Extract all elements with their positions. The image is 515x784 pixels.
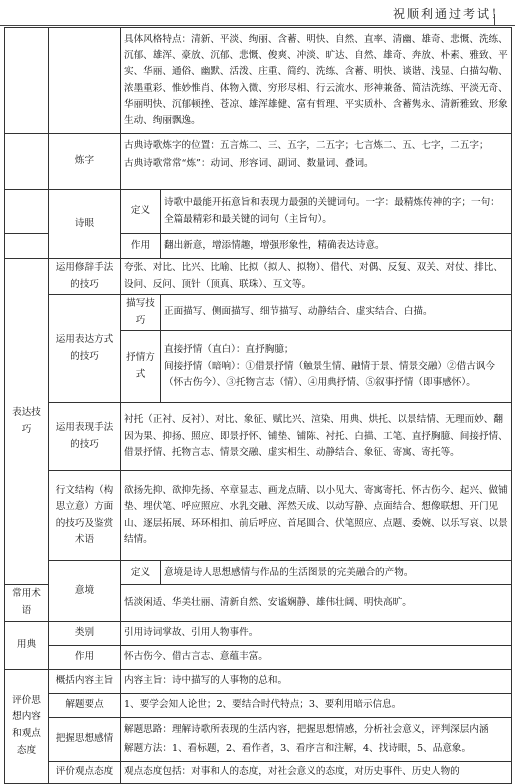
table-row [5,259,512,295]
lianzi-section-cell [5,134,49,190]
yijing-def-text: 意境是诗人思想感情与作品的生活图景的完美融合的产物。 [161,561,512,585]
table-row [5,28,512,134]
lianzi-label: 炼字 [49,134,121,190]
yongdian-label: 用典 [5,621,49,669]
pingjia-label: 评价思想内容和观点态度 [5,669,49,783]
style-subsection-cell [49,28,121,134]
grasp-idea-text: 解题思路：理解诗歌所表现的生活内容，把握思想情感，分析社会意义，评判深层内涵 [124,724,489,736]
header-wish: 祝顺利通过考试！ [392,7,505,21]
miaoxie-label: 描写技巧 [121,295,161,331]
points-label: 解题要点 [49,693,121,717]
shiyan-section-cell [5,190,49,234]
shiyan-def-text: 诗歌中最能开拓意旨和表现力最强的关键词句。一字：最精炼传神的字；一句：全篇最精彩和最关键的词句（主旨句）。 [161,190,512,234]
structure-text: 欲扬先抑、欲抑先扬、卒章显志、画龙点睛、以小见大、寄寓寄托、怀古伤今、起兴、做铺垫、埋伏笔、呼应照应、水乳交融、浑然天成、以动写静、点面结合、想像联想、开门见山、逐层拓展、环环相扣、前后呼应、首尾圆合、伏笔照应、点题、委婉、以乐写哀、以景结情。 [121,471,512,561]
shuqing-content [161,331,512,403]
yongdian-type-label: 类别 [49,621,121,645]
shuqing-label: 抒情方式 [121,331,161,403]
table-row [5,761,512,783]
shiyan-section-cell-2 [5,234,49,259]
table-row [5,295,512,331]
table-row [5,190,512,234]
shiyan-def-label: 定义 [121,190,161,234]
grasp-label: 把握思想感情 [49,717,121,761]
grasp-content [121,717,512,761]
expression-label: 运用表达方式的技巧 [49,295,121,403]
view-text: 观点态度包括：对事和人的态度，对社会意义的态度，对历史事件、历史人物的 [121,761,512,783]
table-row [5,471,512,561]
shuqing-direct-text: 直接抒情（直白）：直抒胸臆； [164,343,294,355]
points-text: 1、要学会知人论世；2、要结合时代特点；3、要利用暗示信息。 [121,693,512,717]
table-row [5,621,512,645]
style-features-text: 具体风格特点：清新、平淡、绚丽、含蓄、明快、自然、直率、清幽、雄奇、悲慨、洗练、沉郁、雄浑、豪放、沉郁、悲慨、俊爽、冲淡、旷达、自然、雄奇、奔放、朴素、雅致、平实、华丽、通俗、幽默、活泼、庄重、简约、洗练、含蓄、明快、谈谐、浅显、白描勾勒、浓墨重彩、惟妙惟肖、体物入微、穷形尽相、行云流水、形神兼备、简洁洗练、平淡无奇、华丽明快、沉郁顿挫、苍凉、雄浑雄健、富有哲理、平实质朴、含蓄隽永、清新雅致、形象生动、绚丽飘逸。 [121,28,512,134]
performance-label: 运用表现手法的技巧 [49,403,121,471]
yijing-def-label: 定义 [121,561,161,585]
summary-label: 概括内容主旨 [49,669,121,693]
table-row [5,403,512,471]
lianzi-content [121,134,512,190]
table-row [5,669,512,693]
table-row [5,717,512,761]
lianzi-position-text: 古典诗歌炼字的位置：五言炼二、三、五字，二五字；七言炼二、五、七字，二五字； [124,140,489,151]
yijing-label: 意境 [49,561,121,621]
rhetoric-text: 夸张、对比、比兴、比喻、比拟（拟人、拟物）、借代、对偶、反复、双关、对仗、排比、设问、反问、顶针（顶真、联珠）、互文等。 [121,259,512,295]
shiyan-use-text: 翻出新意，增添情趣，增强形象性，精确表达诗意。 [161,234,512,259]
view-label: 评价观点态度 [49,761,121,783]
notes-table [4,27,512,784]
page-header [0,0,515,26]
shuqing-indirect-text: 间接抒情（暗响）：①借景抒情（触景生情、融情于景、情景交融）②借古讽今（怀古伤今）、③托物言志（情）、④用典抒情、⑤叙事抒情（即事感怀）。 [164,360,495,389]
miaoxie-text: 正面描写、侧面描写、细节描写、动静结合、虚实结合、白描。 [161,295,512,331]
table-row [5,134,512,190]
yongdian-use-label: 作用 [49,645,121,669]
shiyan-label: 诗眼 [49,190,121,259]
table-row [5,645,512,669]
structure-label: 行文结构（构思立意）方面的技巧及鉴赏术语 [49,471,121,561]
table-row [5,561,512,585]
table-row [5,693,512,717]
shiyan-use-label: 作用 [121,234,161,259]
style-section-cell [5,28,49,134]
performance-text: 衬托（正衬、反衬）、对比、象征、赋比兴、渲染、用典、烘托、以景结情、无理而妙、翻因为果、抑扬、照应、即景抒怀、铺垫、铺陈、衬托、白描、工笔、直抒胸臆、间接抒情、借景抒情、托物言志、情景交融、虚实相生、动静结合、象征、寄寓、寄托等。 [121,403,512,471]
rhetoric-label: 运用修辞手法的技巧 [49,259,121,295]
header-rule [0,25,515,26]
yijing-terms-label: 常用术语 [5,585,49,621]
lianzi-types-text: 古典诗歌常常“炼”：动词、形容词、副词、数量词、叠词。 [124,157,374,169]
yongdian-use-text: 怀古伤今、借古言志、意蕴丰富。 [121,645,512,669]
jiqiao-label: 表达技巧 [5,259,49,585]
yongdian-type-text: 引用诗词掌故、引用人物事件。 [121,621,512,645]
summary-text: 内容主旨：诗中描写的人事物的总和。 [121,669,512,693]
yijing-terms-text: 恬淡闲适、华美壮丽、清新自然、安谧娴静、雄伟壮阔、明快高旷。 [121,585,512,621]
grasp-method-text: 解题方法：1、看标题，2、看作者，3、看序言和注解，4、找诗眼，5、品意象。 [124,743,472,755]
